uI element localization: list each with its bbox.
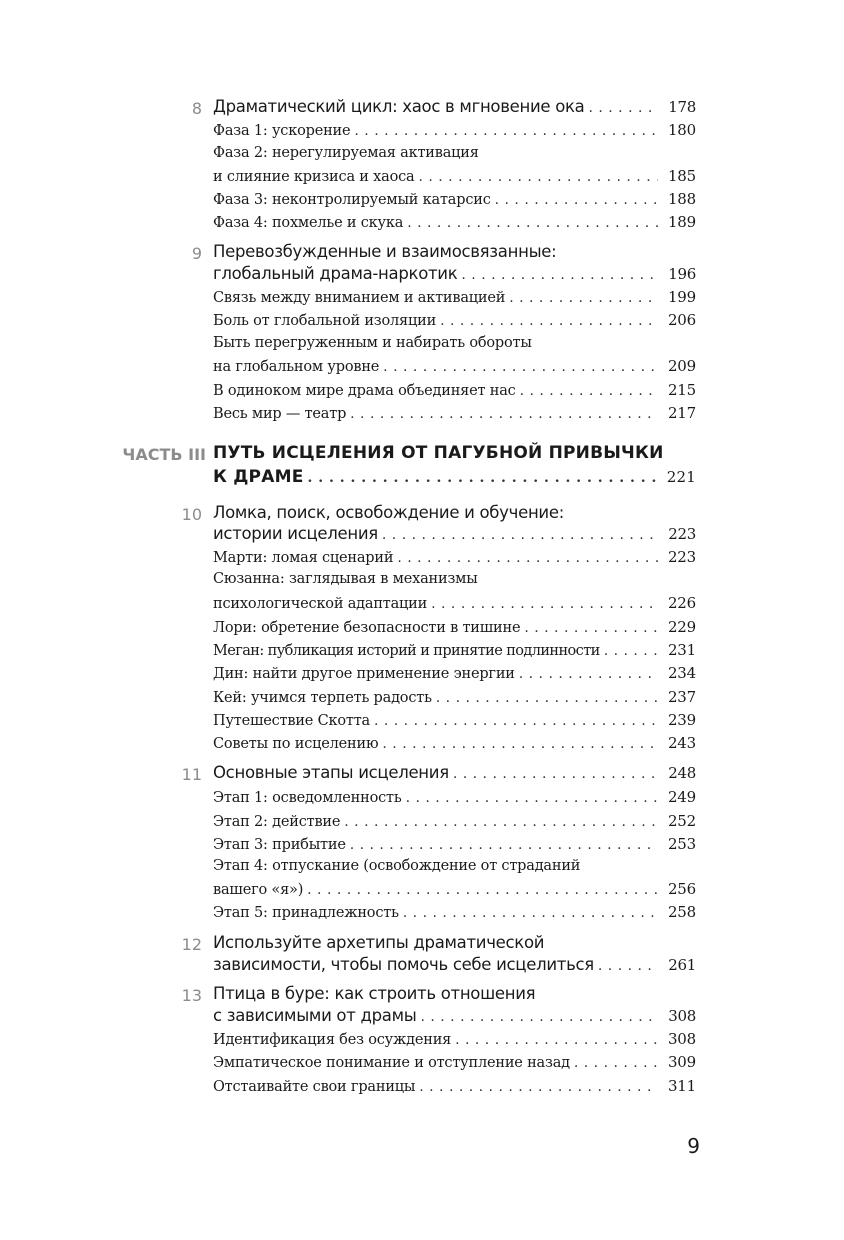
dot-leader <box>374 713 658 729</box>
page-ref: 217 <box>667 404 696 422</box>
part-label: ЧАСТЬ III <box>122 445 206 464</box>
dot-leader <box>397 550 658 566</box>
section-title: Этап 3: прибытие <box>213 837 346 853</box>
dot-leader <box>574 1055 658 1071</box>
dot-leader <box>307 882 658 898</box>
page-ref: 243 <box>667 734 696 752</box>
dot-leader <box>455 1032 658 1048</box>
dot-leader <box>403 905 658 921</box>
section-title: Фаза 1: ускорение <box>213 123 351 139</box>
section-row[interactable] <box>213 1030 696 1053</box>
section-title: Кей: учимся терпеть радость <box>213 690 432 706</box>
dot-leader <box>461 264 658 283</box>
section-row[interactable] <box>213 788 696 811</box>
section-row[interactable] <box>213 357 696 380</box>
page-ref: 252 <box>667 812 696 830</box>
dot-leader <box>604 643 658 659</box>
dot-leader <box>308 467 658 487</box>
section-row[interactable] <box>213 213 696 236</box>
page-ref: 239 <box>667 711 696 729</box>
section-title: Меган: публикация историй и принятие подлинности <box>213 643 600 659</box>
section-row[interactable] <box>213 190 696 213</box>
section-title: Путешествие Скотта <box>213 713 370 729</box>
section-row[interactable] <box>213 311 696 334</box>
section-row[interactable] <box>213 880 696 903</box>
dot-leader <box>382 524 658 543</box>
page-ref: 223 <box>668 525 696 543</box>
page-ref: 209 <box>667 357 696 375</box>
section-title: Лори: обретение безопасности в тишине <box>213 620 521 636</box>
page-ref: 261 <box>668 956 696 974</box>
part-title: ПУТЬ ИСЦЕЛЕНИЯ ОТ ПАГУБНОЙ ПРИВЫЧКИ <box>213 443 664 463</box>
section-title: психологической адаптации <box>213 596 428 612</box>
section-title-line <box>213 145 696 168</box>
chapter-title-row[interactable] <box>213 763 696 786</box>
chapter-number: 13 <box>181 986 202 1005</box>
chapter-title-line <box>213 503 696 526</box>
section-title: Эмпатическое понимание и отступление назад <box>213 1055 570 1071</box>
part-title-row[interactable] <box>213 467 696 490</box>
chapter-title: Перевозбужденные и взаимосвязанные: <box>213 242 557 261</box>
page-number: 9 <box>687 1134 700 1158</box>
section-title: Сюзанна: заглядывая в механизмы <box>213 571 478 587</box>
dot-leader <box>495 192 658 208</box>
chapter-number: 10 <box>181 505 202 524</box>
dot-leader <box>524 620 658 636</box>
section-row[interactable] <box>213 688 696 711</box>
dot-leader <box>598 955 658 974</box>
page-ref: 188 <box>667 190 696 208</box>
section-title: Фаза 2: нерегулируемая активация <box>213 145 479 161</box>
page-ref: 234 <box>667 664 696 682</box>
chapter-title: Основные этапы исцеления <box>213 763 449 782</box>
section-title: Этап 2: действие <box>213 814 341 830</box>
section-title: Боль от глобальной изоляции <box>213 313 437 329</box>
dot-leader <box>440 313 658 329</box>
page-ref: 206 <box>667 311 696 329</box>
page-ref: 309 <box>667 1053 696 1071</box>
section-row[interactable] <box>213 641 696 664</box>
chapter-title: истории исцеления <box>213 524 378 543</box>
section-row[interactable] <box>213 594 696 617</box>
section-title: Весь мир — театр <box>213 406 347 422</box>
chapter-number: 8 <box>191 99 202 118</box>
page-ref: 249 <box>667 788 696 806</box>
chapter-title: с зависимыми от драмы <box>213 1006 417 1025</box>
dot-leader <box>519 666 658 682</box>
chapter-title: Используйте архетипы драматической <box>213 933 545 952</box>
page-ref: 221 <box>666 468 696 486</box>
section-title: Быть перегруженным и набирать обороты <box>213 335 532 351</box>
chapter-title-row[interactable] <box>213 955 696 978</box>
section-title: и слияние кризиса и хаоса <box>213 169 415 185</box>
dot-leader <box>436 690 658 706</box>
section-title: Фаза 4: похмелье и скука <box>213 215 404 231</box>
page-ref: 308 <box>667 1030 696 1048</box>
section-title: Идентификация без осуждения <box>213 1032 452 1048</box>
chapter-title-line <box>213 933 696 956</box>
section-row[interactable] <box>213 835 696 858</box>
chapter-title-row[interactable] <box>213 524 696 547</box>
page-ref: 196 <box>668 265 696 283</box>
dot-leader <box>350 406 658 422</box>
chapter-title: Драматический цикл: хаос в мгновение ока <box>213 97 585 116</box>
section-title-line <box>213 335 696 358</box>
page-ref: 223 <box>667 548 696 566</box>
section-row[interactable] <box>213 167 696 190</box>
page-ref: 189 <box>667 213 696 231</box>
dot-leader <box>588 97 658 116</box>
chapter-title-row[interactable] <box>213 97 696 120</box>
dot-leader <box>509 290 658 306</box>
section-row[interactable] <box>213 404 696 427</box>
dot-leader <box>383 359 658 375</box>
dot-leader <box>406 790 658 806</box>
page-ref: 256 <box>667 880 696 898</box>
chapter-title: глобальный драма-наркотик <box>213 264 458 283</box>
section-title: вашего «я») <box>213 882 304 898</box>
chapter-title-row[interactable] <box>213 1006 696 1029</box>
chapter-title: Ломка, поиск, освобождение и обучение: <box>213 503 564 522</box>
dot-leader <box>382 736 658 752</box>
page-ref: 258 <box>667 903 696 921</box>
section-row[interactable] <box>213 734 696 757</box>
section-row[interactable] <box>213 1077 696 1100</box>
dot-leader <box>344 814 658 830</box>
chapter-number: 9 <box>191 244 202 263</box>
section-title: Фаза 3: неконтролируемый катарсис <box>213 192 491 208</box>
section-row[interactable] <box>213 711 696 734</box>
section-row[interactable] <box>213 618 696 641</box>
dot-leader <box>354 123 658 139</box>
chapter-title: Птица в буре: как строить отношения <box>213 984 536 1003</box>
page-ref: 248 <box>668 764 696 782</box>
page-ref: 311 <box>667 1077 696 1095</box>
chapter-number: 11 <box>181 765 202 784</box>
section-title: Связь между вниманием и активацией <box>213 290 506 306</box>
section-title: Марти: ломая сценарий <box>213 550 394 566</box>
part-title: К ДРАМЕ <box>213 467 304 487</box>
page-ref: 229 <box>667 618 696 636</box>
page-ref: 226 <box>667 594 696 612</box>
section-row[interactable] <box>213 288 696 311</box>
page-ref: 253 <box>667 835 696 853</box>
chapter-title: зависимости, чтобы помочь себе исцелиться <box>213 955 594 974</box>
dot-leader <box>453 763 658 782</box>
section-title: Отстаивайте свои границы <box>213 1079 416 1095</box>
page-ref: 199 <box>667 288 696 306</box>
section-row[interactable] <box>213 548 696 571</box>
page-ref: 231 <box>667 641 696 659</box>
chapter-title-line <box>213 242 696 265</box>
page-ref: 185 <box>667 167 696 185</box>
dot-leader <box>419 1079 658 1095</box>
section-title-line <box>213 858 696 881</box>
chapter-number: 12 <box>181 935 202 954</box>
dot-leader <box>431 596 658 612</box>
section-title: В одиноком мире драма объединяет нас <box>213 383 516 399</box>
section-row[interactable] <box>213 664 696 687</box>
section-title: Этап 1: осведомленность <box>213 790 402 806</box>
page-ref: 215 <box>667 381 696 399</box>
page-ref: 237 <box>667 688 696 706</box>
section-row[interactable] <box>213 1053 696 1076</box>
dot-leader <box>520 383 658 399</box>
dot-leader <box>418 169 658 185</box>
section-title-line <box>213 571 696 594</box>
page-ref: 178 <box>668 98 696 116</box>
section-row[interactable] <box>213 121 696 144</box>
section-title: Советы по исцелению <box>213 736 379 752</box>
section-row[interactable] <box>213 381 696 404</box>
section-row[interactable] <box>213 812 696 835</box>
part-title-line <box>213 443 696 466</box>
page-ref: 308 <box>668 1007 696 1025</box>
page-ref: 180 <box>667 121 696 139</box>
section-row[interactable] <box>213 903 696 926</box>
dot-leader <box>420 1006 658 1025</box>
chapter-title-line <box>213 984 696 1007</box>
chapter-title-row[interactable] <box>213 264 696 287</box>
dot-leader <box>350 837 658 853</box>
dot-leader <box>407 215 658 231</box>
section-title: Дин: найти другое применение энергии <box>213 666 515 682</box>
section-title: Этап 5: принадлежность <box>213 905 399 921</box>
section-title: на глобальном уровне <box>213 359 380 375</box>
section-title: Этап 4: отпускание (освобождение от страданий <box>213 858 581 874</box>
